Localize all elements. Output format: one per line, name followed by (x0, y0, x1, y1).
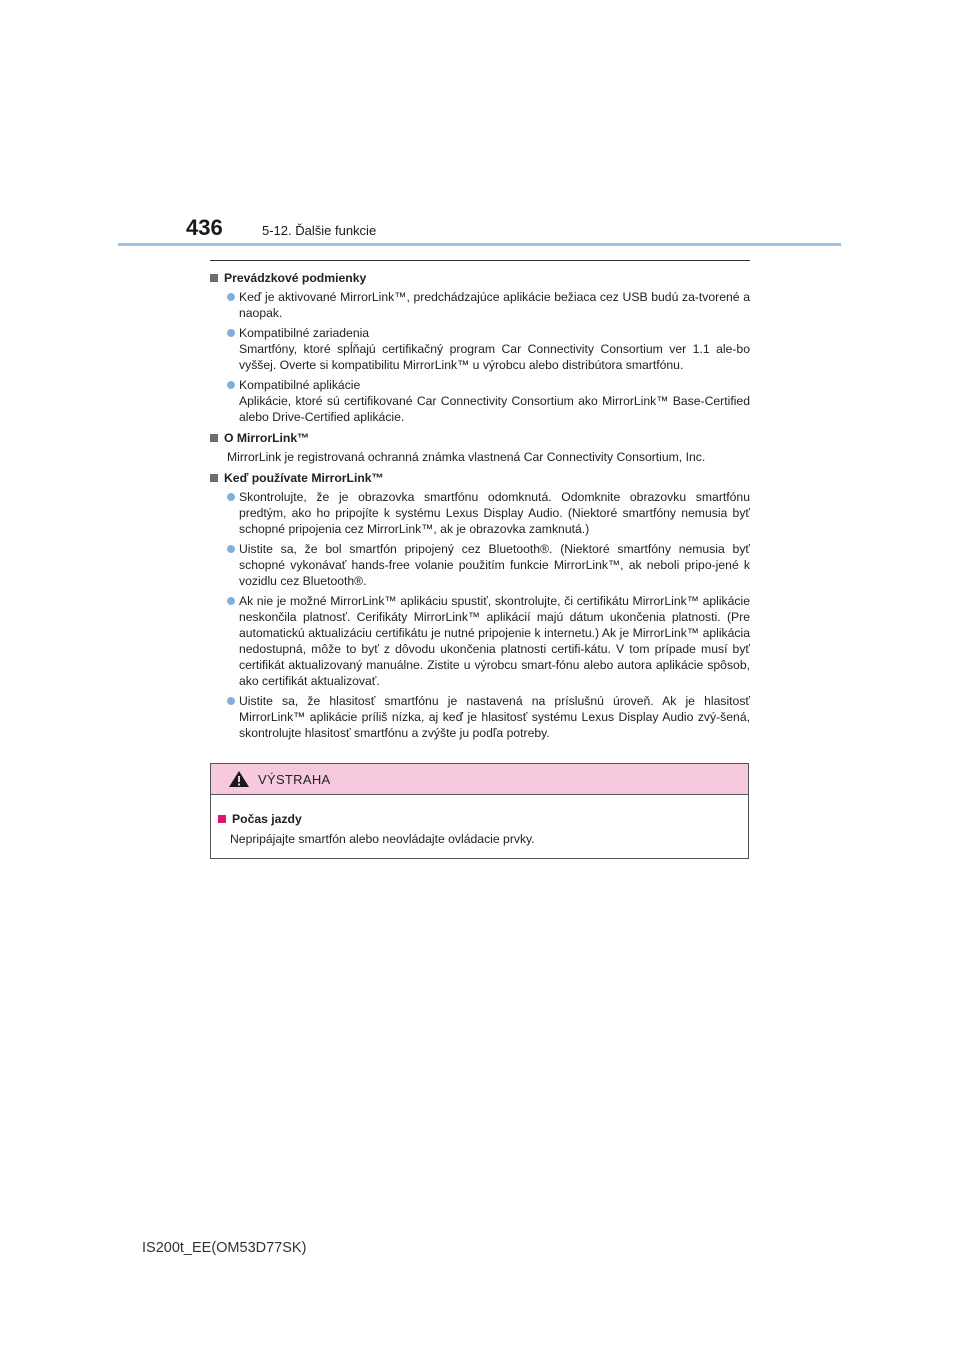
list-item (227, 593, 750, 689)
bullet-text: Uistite sa, že bol smartfón pripojený cez Bluetooth®. (Niektoré smartfóny nemusia byť schopné vykonávať hands-free volanie použitím funkcie MirrorLink™, ak neboli pripo-jené k vozidlu cez Bluetooth®. (239, 542, 750, 588)
bullet-heading: Kompatibilné aplikácie (239, 378, 361, 392)
bullet-text: Ak nie je možné MirrorLink™ aplikáciu spustiť, skontrolujte, či certifikátu MirrorLink™ aplikácie neskončila platnosť. Cerifikáty MirrorLink™ aplikácií majú dátum ukončenia platnosti. (Pre automatickú aktualizáciu certifikátu je nutné pripojenie k internetu.) Ak je MirrorLink™ aplikácia nedostupná, môže to byť z dôvodu ukončenia platnosti certifi-kátu. V tom prípade musí byť certifikát aktualizovaný manuálne. Zistite u výrobcu smart-fónu alebo autora aplikácie spôsob, ako certifikát aktualizovať. (239, 594, 750, 688)
square-bullet-icon (210, 434, 218, 442)
content-rule (210, 260, 750, 261)
square-bullet-icon (210, 474, 218, 482)
warning-triangle-icon (228, 770, 250, 788)
section-title: O MirrorLink™ (224, 431, 310, 445)
bullet-heading: Kompatibilné zariadenia (239, 326, 370, 340)
list-item (227, 693, 750, 741)
chapter-title: 5-12. Ďalšie funkcie (262, 223, 377, 238)
list-item (227, 289, 750, 321)
page-number: 436 (186, 215, 223, 240)
dot-bullet-icon (227, 493, 235, 501)
bullet-text: Keď je aktivované MirrorLink™, predchádzajúce aplikácie bežiaca cez USB budú za-tvorené a naopak. (239, 290, 750, 320)
content (210, 270, 750, 745)
dot-bullet-icon (227, 597, 235, 605)
dot-bullet-icon (227, 329, 235, 337)
bullet-text: Skontrolujte, že je obrazovka smartfónu odomknutá. Odomknite obrazovku smartfónu predtým, ako ho pripojíte k systému Lexus Display Audio. (Niektoré smartfóny nemusia byť schopné pripojenia cez MirrorLink™, ak je obrazovka zamknutá.) (239, 490, 750, 536)
dot-bullet-icon (227, 381, 235, 389)
bullet-text: Aplikácie, ktoré sú certifikované Car Connectivity Consortium ako MirrorLink™ Base-Certified alebo Drive-Certified aplikácie. (239, 394, 750, 424)
document-code: IS200t_EE(OM53D77SK) (142, 1240, 307, 1256)
warning-body (211, 795, 748, 849)
section-heading (210, 430, 750, 446)
square-bullet-icon (210, 274, 218, 282)
warning-label: VÝSTRAHA (258, 771, 331, 787)
dot-bullet-icon (227, 293, 235, 301)
list-item (227, 489, 750, 537)
list-item (227, 541, 750, 589)
section-text: MirrorLink je registrovaná ochranná známka vlastnená Car Connectivity Consortium, Inc. (227, 450, 706, 464)
warning-subheading (218, 809, 748, 829)
header-rule (118, 243, 841, 246)
section-title: Keď používate MirrorLink™ (224, 471, 384, 485)
square-bullet-icon (218, 815, 226, 823)
list-item (227, 377, 750, 425)
bullet-text: Uistite sa, že hlasitosť smartfónu je nastavená na príslušnú úroveň. Ak je hlasitosť MirrorLink™ aplikácie príliš nízka, aj keď je hlasitosť systému Lexus Display Audio zvý-šená, skontrolujte hlasitosť smartfónu a zvýšte ju podľa potreby. (239, 694, 750, 740)
warning-box (210, 763, 749, 859)
section-title: Prevádzkové podmienky (224, 271, 367, 285)
dot-bullet-icon (227, 697, 235, 705)
warning-subtitle: Počas jazdy (232, 812, 302, 826)
section-heading (210, 270, 750, 286)
warning-text: Nepripájajte smartfón alebo neovládajte ovládacie prvky. (230, 832, 535, 846)
warning-header (211, 764, 748, 795)
section-heading (210, 470, 750, 486)
dot-bullet-icon (227, 545, 235, 553)
list-item (227, 325, 750, 373)
bullet-text: Smartfóny, ktoré spĺňajú certifikačný program Car Connectivity Consortium ver 1.1 ale-bo vyššej. Overte si kompatibilitu MirrorLink™ u výrobcu alebo distribútora smartfónu. (239, 342, 750, 372)
